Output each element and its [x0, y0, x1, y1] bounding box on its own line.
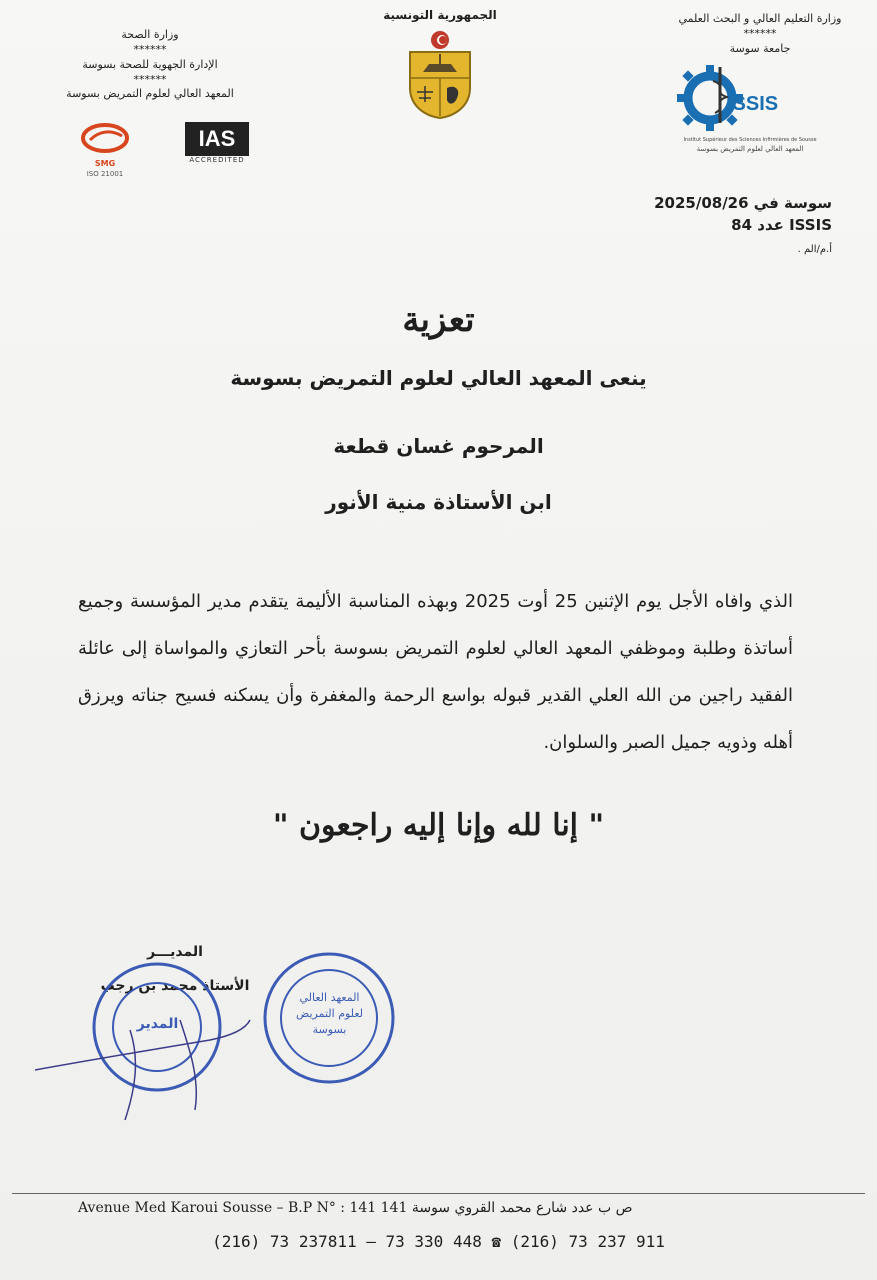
ias-logo	[185, 122, 249, 165]
stars-divider: ******	[743, 26, 777, 40]
smg-swoosh-icon	[80, 122, 130, 154]
header-left	[55, 28, 245, 192]
ias-accredited: ACCREDITED	[189, 155, 245, 164]
ministry-higher-ed: وزارة التعليم العالي و البحث العلمي	[678, 12, 842, 25]
stamp-right	[262, 948, 397, 1088]
signature-role: المديـــر	[147, 944, 203, 960]
relation-line: ابن الأستاذة منية الأنور	[325, 490, 552, 514]
smg-label: SMG	[94, 159, 116, 169]
issis-logo	[665, 63, 855, 163]
issis-caption-fr: Institut Supérieur des Sciences Infirmières de Sousse	[683, 136, 817, 143]
university-name: جامعة سوسة	[729, 41, 791, 55]
footer-address: Avenue Med Karoui Sousse – B.P N° : 141 141 ص ب عدد شارع محمد القروي سوسة	[78, 1200, 633, 1216]
certification-logos	[55, 122, 245, 192]
condolence-body: الذي وافاه الأجل يوم الإثنين 25 أوت 2025 وبهذه المناسبة الأليمة يتقدم مدير المؤسسة وجميع أساتذة وطلبة وموظفي المعهد العالي لعلوم التمريض بسوسة بأحر التعازي والمواساة إلى عائلة الفقيد راجين من الله العلي القدير قبوله بواسع الرحمة والمغفرة وأن يسكنه فسيح جناته ويرزق أهله وذويه جميل الصبر والسلوان.	[78, 591, 793, 753]
stars-divider: ******	[133, 72, 167, 86]
date-line: سوسة في 2025/08/26	[654, 194, 832, 212]
stamp-left-text: المدير	[136, 1016, 179, 1032]
footer-divider	[12, 1193, 865, 1194]
stamp-right-text: المعهد العالي لعلوم التمريض بسوسة	[296, 991, 363, 1036]
footer-phones: (216) 73 237811 – 73 330 448 ☎ (216) 73 237 911	[212, 1232, 665, 1251]
reference-block	[654, 192, 832, 261]
tunisia-coat-of-arms-icon	[405, 28, 475, 120]
ministry-health: وزارة الصحة	[121, 28, 179, 41]
page-title: تعزية	[402, 300, 475, 340]
deceased-name: المرحوم غسان قطعة	[333, 434, 544, 458]
header-center	[355, 8, 525, 123]
stars-divider: ******	[133, 42, 167, 56]
header-right	[665, 12, 855, 163]
signature-name: الأستاذ محمد بن رجب	[100, 978, 250, 994]
reference-number: ISSIS عدد 84	[731, 216, 832, 234]
announce-line: ينعى المعهد العالي لعلوم التمريض بسوسة	[230, 366, 647, 390]
ias-mark: IAS	[185, 122, 249, 156]
issis-logo-text: ISSIS	[727, 92, 779, 115]
smg-logo	[75, 122, 135, 179]
issis-caption-ar: المعهد العالي لعلوم التمريض بسوسة	[696, 144, 804, 153]
regional-health-direction: الإدارة الجهوية للصحة بسوسة	[82, 57, 218, 71]
smg-iso-label: ISO 21001	[86, 169, 124, 178]
initials: أ.م/الم .	[797, 244, 832, 255]
institute-name: المعهد العالي لعلوم التمريض بسوسة	[66, 87, 234, 101]
quran-verse: " إنا لله وإنا إليه راجعون "	[272, 808, 605, 843]
handwritten-signature	[30, 990, 270, 1130]
republic-title: الجمهورية التونسية	[383, 8, 497, 22]
